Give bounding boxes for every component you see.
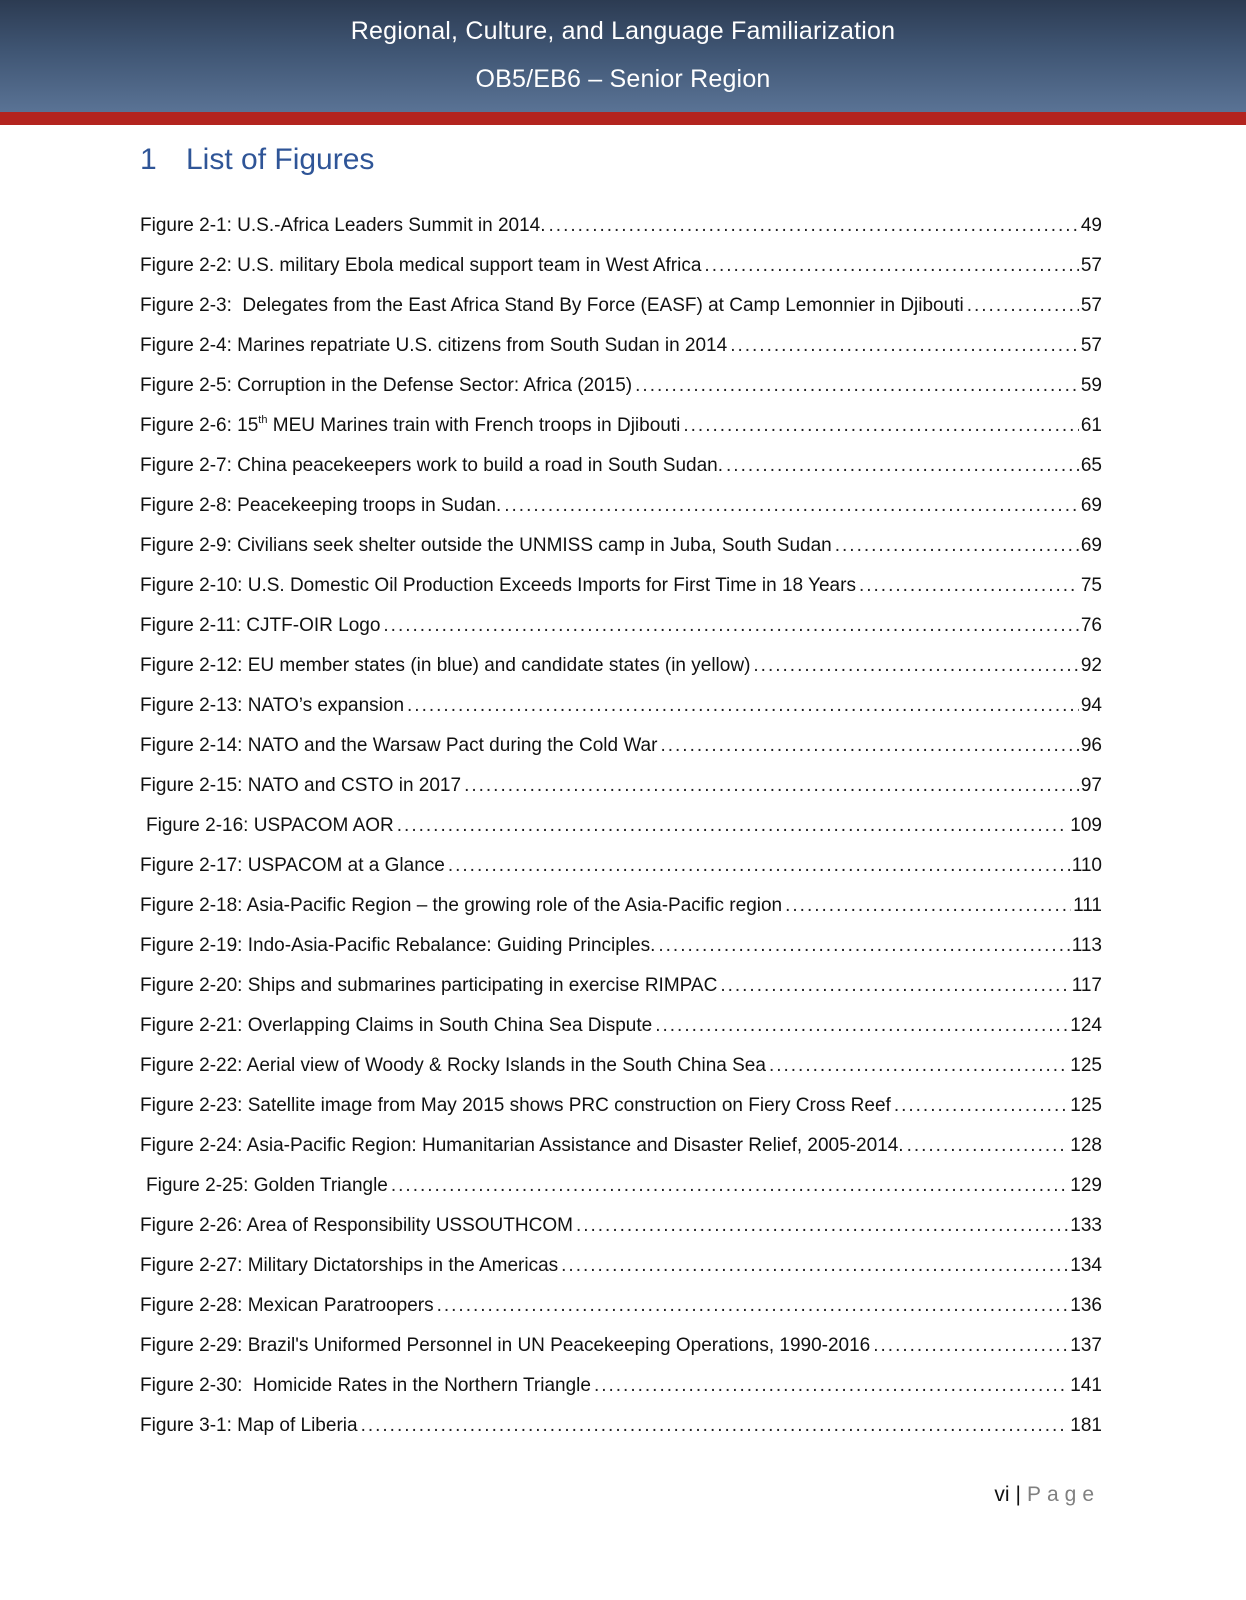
dot-leader [720, 974, 1069, 998]
toc-entry[interactable] [140, 1086, 1102, 1126]
toc-entry-page: 136 [1070, 1295, 1102, 1316]
toc-entry[interactable] [140, 206, 1102, 246]
section-heading [140, 142, 374, 178]
toc-entry-label: Figure 2-28: Mexican Paratroopers [140, 1294, 437, 1318]
toc-entry[interactable] [140, 606, 1102, 646]
header-divider [0, 112, 1246, 125]
page-footer [994, 1482, 1100, 1508]
toc-entry[interactable] [140, 286, 1102, 326]
toc-entry-page: 59 [1080, 375, 1102, 396]
header-subtitle: OB5/EB6 – Senior Region [475, 65, 771, 93]
dot-leader [873, 1334, 1068, 1358]
toc-entry-label-end: MEU Marines train with French troops in Djibouti [267, 415, 681, 436]
dot-leader [561, 1254, 1068, 1278]
toc-entry-label: Figure 2-21: Overlapping Claims in South China Sea Dispute [140, 1014, 655, 1038]
page-header [0, 0, 1246, 112]
toc-entry[interactable] [140, 806, 1102, 846]
toc-entry[interactable] [140, 926, 1102, 966]
toc-entry-label: Figure 2-12: EU member states (in blue) and candidate states (in yellow) [140, 654, 753, 678]
toc-entry[interactable] [140, 1006, 1102, 1046]
dot-leader [437, 1294, 1069, 1318]
toc-entry-page: 94 [1080, 695, 1102, 716]
dot-leader [660, 734, 1078, 758]
toc-entry-label: Figure 2-18: Asia-Pacific Region – the growing role of the Asia-Pacific region [140, 894, 785, 918]
toc-entry[interactable] [140, 486, 1102, 526]
toc-entry-label: Figure 2-24: Asia-Pacific Region: Humanitarian Assistance and Disaster Relief, 2005-2014. [140, 1134, 907, 1158]
toc-entry-page: 75 [1080, 575, 1102, 596]
toc-entry-page: 69 [1080, 535, 1102, 556]
dot-leader [383, 614, 1078, 638]
dot-leader [769, 1054, 1068, 1078]
dot-leader [753, 654, 1078, 678]
toc-entry[interactable] [140, 1326, 1102, 1366]
dot-leader [549, 214, 1079, 238]
dot-leader [448, 854, 1070, 878]
toc-entry-page: 181 [1070, 1415, 1102, 1436]
toc-entry-label: Figure 2-30: Homicide Rates in the Northern Triangle [140, 1374, 594, 1398]
dot-leader [907, 1134, 1069, 1158]
toc-entry[interactable] [140, 406, 1102, 446]
toc-entry-label: Figure 2-13: NATO’s expansion [140, 694, 407, 718]
toc-entry-page: 134 [1070, 1255, 1102, 1276]
toc-entry-label: Figure 2-22: Aerial view of Woody & Rocky Islands in the South China Sea [140, 1054, 769, 1078]
dot-leader [859, 574, 1079, 598]
toc-entry-label: Figure 2-26: Area of Responsibility USSOUTHCOM [140, 1214, 576, 1238]
toc-entry-page: 57 [1080, 295, 1102, 316]
toc-entry[interactable] [140, 246, 1102, 286]
toc-entry[interactable] [140, 566, 1102, 606]
toc-entry[interactable] [140, 966, 1102, 1006]
toc-entry-label: Figure 2-19: Indo-Asia-Pacific Rebalance: Guiding Principles. [140, 934, 658, 958]
toc-entry-label: Figure 2-25: Golden Triangle [146, 1174, 391, 1198]
dot-leader [704, 254, 1078, 278]
dot-leader [635, 374, 1079, 398]
dot-leader [397, 814, 1069, 838]
dot-leader [683, 414, 1079, 438]
dot-leader [407, 694, 1079, 718]
toc-entry[interactable] [140, 1366, 1102, 1406]
toc-entry-page: 65 [1080, 455, 1102, 476]
dot-leader [576, 1214, 1068, 1238]
toc-entry-label: Figure 2-27: Military Dictatorships in the Americas [140, 1254, 561, 1278]
dot-leader [726, 454, 1079, 478]
header-title: Regional, Culture, and Language Familiarization [350, 17, 896, 45]
toc-entry-page: 137 [1070, 1335, 1102, 1356]
toc-entry-page: 76 [1080, 615, 1102, 636]
toc-entry-label: Figure 2-3: Delegates from the East Africa Stand By Force (EASF) at Camp Lemonnier in Djibouti [140, 294, 967, 318]
toc-entry-label: Figure 2-29: Brazil's Uniformed Personnel in UN Peacekeeping Operations, 1990-2016 [140, 1334, 873, 1358]
ordinal-suffix: th [258, 414, 268, 426]
toc-entry-page: 109 [1070, 815, 1102, 836]
toc-entry[interactable] [140, 766, 1102, 806]
toc-entry-page: 113 [1071, 935, 1102, 956]
toc-entry-page: 61 [1080, 415, 1102, 436]
toc-entry[interactable] [140, 726, 1102, 766]
toc-entry-label: Figure 3-1: Map of Liberia [140, 1414, 361, 1438]
toc-entry-label: Figure 2-1: U.S.-Africa Leaders Summit in 2014. [140, 214, 549, 238]
footer-separator: | [1015, 1483, 1021, 1506]
dot-leader [655, 1014, 1068, 1038]
toc-entry[interactable] [140, 686, 1102, 726]
dot-leader [594, 1374, 1068, 1398]
list-of-figures [140, 206, 1102, 1446]
dot-leader [391, 1174, 1068, 1198]
dot-leader [730, 334, 1079, 358]
toc-entry-page: 69 [1080, 495, 1102, 516]
dot-leader [894, 1094, 1068, 1118]
dot-leader [464, 774, 1079, 798]
dot-leader [967, 294, 1079, 318]
toc-entry-label: Figure 2-11: CJTF-OIR Logo [140, 614, 383, 638]
toc-entry-page: 141 [1070, 1375, 1102, 1396]
toc-entry-label: Figure 2-23: Satellite image from May 2015 shows PRC construction on Fiery Cross Reef [140, 1094, 894, 1118]
toc-entry-page: 125 [1070, 1055, 1102, 1076]
toc-entry[interactable] [140, 1166, 1102, 1206]
dot-leader [658, 934, 1069, 958]
toc-entry[interactable] [140, 446, 1102, 486]
toc-entry-page: 129 [1070, 1175, 1102, 1196]
dot-leader [361, 1414, 1069, 1438]
toc-entry[interactable] [140, 326, 1102, 366]
toc-entry-page: 117 [1071, 975, 1102, 996]
page-word: Page [1026, 1483, 1100, 1506]
toc-entry-page: 125 [1070, 1095, 1102, 1116]
toc-entry-label: Figure 2-16: USPACOM AOR [146, 814, 397, 838]
toc-entry-page: 128 [1070, 1135, 1102, 1156]
toc-entry-page: 92 [1080, 655, 1102, 676]
toc-entry[interactable] [140, 646, 1102, 686]
toc-entry-label: Figure 2-10: U.S. Domestic Oil Production Exceeds Imports for First Time in 18 Years [140, 574, 859, 598]
toc-entry-label: Figure 2-17: USPACOM at a Glance [140, 854, 448, 878]
toc-entry-page: 110 [1071, 855, 1102, 876]
toc-entry[interactable] [140, 1246, 1102, 1286]
toc-entry-page: 49 [1080, 215, 1102, 236]
toc-entry[interactable] [140, 846, 1102, 886]
page-number: vi [994, 1483, 1010, 1506]
toc-entry-page: 133 [1070, 1215, 1102, 1236]
toc-entry[interactable] [140, 1206, 1102, 1246]
toc-entry-label: Figure 2-9: Civilians seek shelter outside the UNMISS camp in Juba, South Sudan [140, 534, 835, 558]
toc-entry-page: 124 [1070, 1015, 1102, 1036]
toc-entry[interactable] [140, 1406, 1102, 1446]
toc-entry-label [140, 414, 683, 438]
toc-entry[interactable] [140, 526, 1102, 566]
toc-entry-page: 111 [1073, 895, 1102, 916]
toc-entry-label: Figure 2-7: China peacekeepers work to build a road in South Sudan. [140, 454, 726, 478]
dot-leader [504, 494, 1079, 518]
toc-entry[interactable] [140, 1286, 1102, 1326]
dot-leader [785, 894, 1071, 918]
toc-entry-page: 57 [1080, 335, 1102, 356]
dot-leader [835, 534, 1079, 558]
toc-entry-label: Figure 2-14: NATO and the Warsaw Pact during the Cold War [140, 734, 660, 758]
toc-entry[interactable] [140, 1126, 1102, 1166]
toc-entry-label: Figure 2-2: U.S. military Ebola medical support team in West Africa [140, 254, 704, 278]
toc-entry-label: Figure 2-20: Ships and submarines participating in exercise RIMPAC [140, 974, 720, 998]
toc-entry-label: Figure 2-4: Marines repatriate U.S. citizens from South Sudan in 2014 [140, 334, 730, 358]
toc-entry-label: Figure 2-5: Corruption in the Defense Sector: Africa (2015) [140, 374, 635, 398]
toc-entry-page: 97 [1080, 775, 1102, 796]
toc-entry-page: 57 [1080, 255, 1102, 276]
toc-entry-label-start: Figure 2-6: 15 [140, 415, 259, 436]
toc-entry-label: Figure 2-15: NATO and CSTO in 2017 [140, 774, 464, 798]
toc-entry[interactable] [140, 1046, 1102, 1086]
section-number: 1 [140, 143, 157, 176]
toc-entry[interactable] [140, 366, 1102, 406]
toc-entry-page: 96 [1080, 735, 1102, 756]
toc-entry-label: Figure 2-8: Peacekeeping troops in Sudan. [140, 494, 504, 518]
toc-entry[interactable] [140, 886, 1102, 926]
section-title: List of Figures [186, 143, 375, 176]
